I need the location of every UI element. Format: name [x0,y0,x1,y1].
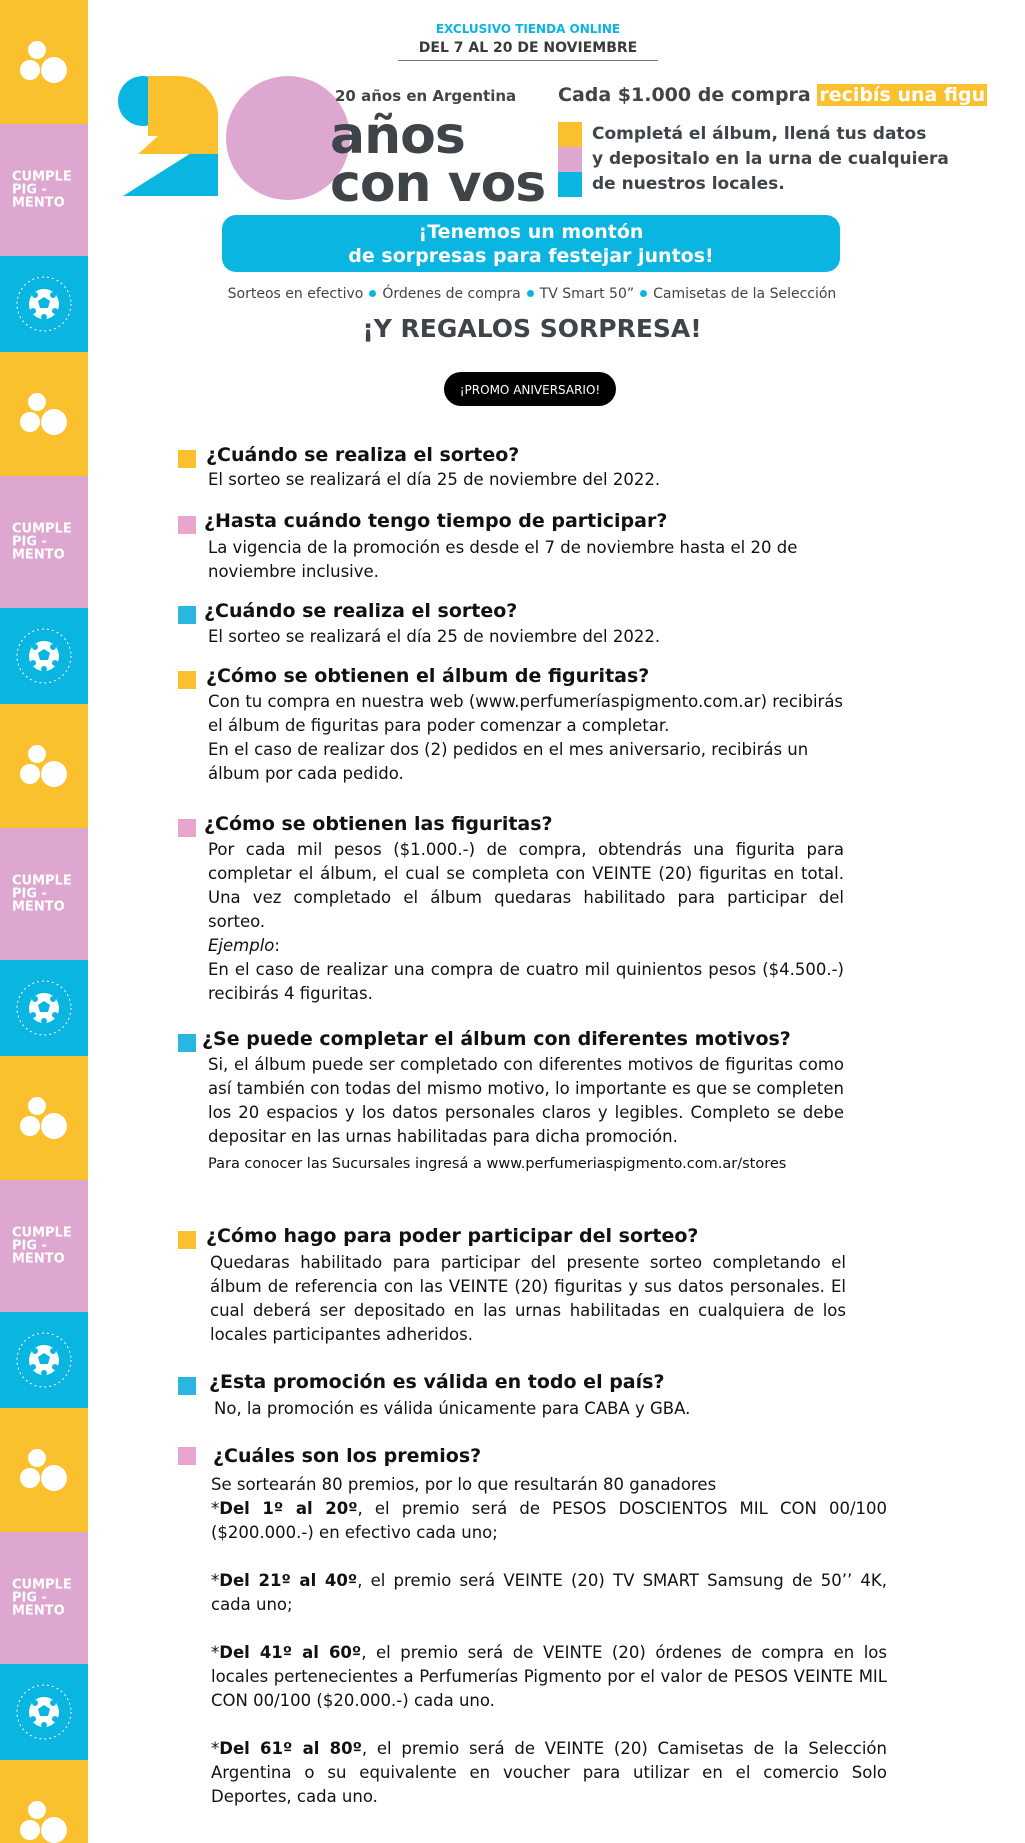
pink-square-icon [558,147,582,172]
prize-tier-text: , el premio será de VEINTE (20) órdenes de compra en los locales pertenecientes a Perfumerías Pigmento por el valor de PESOS VEINTE MIL CON 00/100 ($20.000.-) cada uno. [211,1643,887,1710]
blue-square-icon [178,1034,196,1052]
faq-answer [208,838,844,1006]
faq-answer [211,1473,887,1809]
faq-question: ¿Cómo hago para poder participar del sorteo? [206,1225,699,1247]
logo-title [330,106,546,214]
faq-answer-paragraph: Con tu compra en nuestra web (www.perfumeríaspigmento.com.ar) recibirás el álbum de figuritas para poder comenzar a completar. [208,692,844,735]
blue-square-icon [558,172,582,197]
prize-tier-text: , el premio será de PESOS DOSCIENTOS MIL CON 00/100 ($200.000.-) en efectivo cada uno; [211,1499,887,1542]
faq-question: ¿Cuándo se realiza el sorteo? [206,444,520,466]
purchase-rule-text: Cada $1.000 de compra [558,84,811,106]
prizes-intro: Se sortearán 80 premios, por lo que resultarán 80 ganadores [211,1475,717,1494]
prize-tier [211,1569,887,1617]
cumple-pigmento-text [12,1579,72,1618]
bubbles-icon [19,1448,69,1492]
tile-text-line: MENTO [12,899,65,915]
prize-item: Camisetas de la Selección [653,286,837,302]
promo-dates: DEL 7 AL 20 DE NOVIEMBRE [398,40,658,61]
purchase-rule [558,84,987,106]
soccer-ball-tile [0,608,88,704]
bullet-dot-icon [527,290,534,297]
faq-question: ¿Hasta cuándo tengo tiempo de participar? [204,510,668,532]
faq-answer [208,1053,844,1176]
example-label [208,934,844,958]
faq-answer [208,690,844,786]
yellow-square-icon [178,450,196,468]
cumple-pigmento-text [12,875,72,914]
purchase-rule-highlight: recibís una figu [819,84,986,106]
soccer-ball-icon [13,273,75,335]
tile-text-line: PIG - [12,534,47,550]
pink-square-icon [178,819,196,837]
yellow-square-icon [558,122,582,147]
bubbles-icon [19,392,69,436]
banner-line1: ¡Tenemos un montón [418,221,644,243]
tile-text-line: MENTO [12,195,65,211]
cumple-pigmento-tile [0,476,88,608]
bubbles-icon [19,40,69,84]
faq-question: ¿Cuándo se realiza el sorteo? [204,600,518,622]
tile-text-line: PIG - [12,1590,47,1606]
faq-answer: El sorteo se realizará el día 25 de noviembre del 2022. [208,470,661,489]
instructions-legend [558,122,958,197]
soccer-ball-tile [0,256,88,352]
soccer-ball-tile [0,1312,88,1408]
example-colon: : [274,936,280,955]
logo-subtitle: 20 años en Argentina [335,87,517,105]
cumple-pigmento-text [12,523,72,562]
blue-square-icon [178,1377,196,1395]
blue-square-icon [178,606,196,624]
tile-text-line: CUMPLE [12,521,72,537]
soccer-ball-icon [13,1329,75,1391]
tile-text-line: CUMPLE [12,169,72,185]
soccer-ball-icon [13,625,75,687]
logo-yellow-shape [148,76,218,136]
faq-question: ¿Cómo se obtienen las figuritas? [204,813,553,835]
cumple-pigmento-text [12,171,72,210]
faq-answer: Quedaras habilitado para participar del presente sorteo completando el álbum de referencia con las VEINTE (20) figuritas y sus datos personales. El cual deberá ser depositado en las urnas habilitadas en cualquiera de los locales participantes adheridos. [210,1253,846,1344]
cumple-pigmento-tile [0,1532,88,1664]
prize-tier-range: Del 21º al 40º [219,1571,358,1590]
legend-label: Completá el álbum, llená tus datos [592,124,927,144]
logo-title-line1: años [330,106,465,166]
prize-item: TV Smart 50” [539,286,635,302]
legend-row [558,172,958,197]
surprises-banner [222,215,840,272]
prize-item: Órdenes de compra [382,286,521,302]
bubbles-tile [0,1408,88,1532]
prize-tier-text: , el premio será VEINTE (20) TV SMART Samsung de 50’’ 4K, cada uno; [211,1571,887,1614]
bubbles-tile [0,1760,88,1843]
bubbles-tile [0,1056,88,1180]
yellow-square-icon [178,1231,196,1249]
faq-answer-paragraph: Por cada mil pesos ($1.000.-) de compra, obtendrás una figurita para completar el álbum, el cual se completa con VEINTE (20) figuritas en total. Una vez completado el álbum quedaras habilitado para participar del sorteo. [208,840,844,931]
tile-text-line: PIG - [12,1238,47,1254]
legend-row [558,147,958,172]
legend-row [558,122,958,147]
faq-question: ¿Cuáles son los premios? [213,1445,482,1467]
decorative-side-strip [0,0,88,1843]
example-word: Ejemplo [208,936,275,955]
tile-text-line: PIG - [12,886,47,902]
faq-question: ¿Esta promoción es válida en todo el país? [209,1371,665,1393]
tile-text-line: PIG - [12,182,47,198]
asterisk: * [211,1643,220,1662]
bubbles-icon [19,1800,69,1843]
surprise-gifts-heading: ¡Y REGALOS SORPRESA! [362,314,702,343]
prize-tier [211,1737,887,1809]
pink-square-icon [178,516,196,534]
faq-answer-paragraph: En el caso de realizar dos (2) pedidos en el mes aniversario, recibirás un álbum por cada pedido. [208,740,809,783]
tile-text-line: MENTO [12,547,65,563]
prize-tier-range: Del 41º al 60º [219,1643,362,1662]
faq-answer-paragraph: En el caso de realizar una compra de cuatro mil quinientos pesos ($4.500.-) recibirás 4 figuritas. [208,960,844,1003]
promo-anniversary-button[interactable]: ¡PROMO ANIVERSARIO! [444,372,616,406]
faq-question: ¿Cómo se obtienen el álbum de figuritas? [206,665,650,687]
logo-title-line2: con vos [330,154,546,214]
legend-label: y depositalo en la urna de cualquiera [592,149,949,169]
bullet-dot-icon [640,290,647,297]
tile-text-line: MENTO [12,1251,65,1267]
tile-text-line: CUMPLE [12,873,72,889]
cumple-pigmento-text [12,1227,72,1266]
yellow-square-icon [178,671,196,689]
tile-text-line: CUMPLE [12,1225,72,1241]
bubbles-tile [0,704,88,828]
prize-tier [211,1497,887,1545]
faq-answer-paragraph: Si, el álbum puede ser completado con diferentes motivos de figuritas como así también con todas del mismo motivo, lo importante es que se completen los 20 espacios y los datos personales claros y legibles. Completo se debe depositar en las urnas habilitadas para dicha promoción. [208,1055,844,1146]
prize-item: Sorteos en efectivo [227,286,364,302]
cumple-pigmento-tile [0,124,88,256]
cumple-pigmento-tile [0,1180,88,1312]
banner-line2: de sorpresas para festejar juntos! [348,245,714,267]
legend-label: de nuestros locales. [592,174,785,194]
prize-tier [211,1641,887,1713]
asterisk: * [211,1571,220,1590]
soccer-ball-icon [13,1681,75,1743]
tile-text-line: MENTO [12,1603,65,1619]
bubbles-tile [0,0,88,124]
bubbles-tile [0,352,88,476]
bubbles-icon [19,744,69,788]
soccer-ball-icon [13,977,75,1039]
pink-square-icon [178,1447,196,1465]
bubbles-icon [19,1096,69,1140]
faq-answer: No, la promoción es válida únicamente para CABA y GBA. [214,1399,691,1418]
prizes-summary [222,286,842,302]
faq-answer: La vigencia de la promoción es desde el 7 de noviembre hasta el 20 de noviembre inclusive. [208,538,798,581]
soccer-ball-tile [0,960,88,1056]
faq-answer: El sorteo se realizará el día 25 de noviembre del 2022. [208,627,661,646]
faq-question: ¿Se puede completar el álbum con diferentes motivos? [202,1028,791,1050]
cumple-pigmento-tile [0,828,88,960]
asterisk: * [211,1499,220,1518]
prize-tier-range: Del 61º al 80º [219,1739,362,1758]
prize-tier-range: Del 1º al 20º [219,1499,358,1518]
stores-link-text: Para conocer las Sucursales ingresá a www.perfumeriaspigmento.com.ar/stores [208,1156,787,1172]
bullet-dot-icon [369,290,376,297]
asterisk: * [211,1739,220,1758]
exclusive-label: EXCLUSIVO TIENDA ONLINE [435,22,621,36]
tile-text-line: CUMPLE [12,1577,72,1593]
prize-tier-text: , el premio será de VEINTE (20) Camisetas de la Selección Argentina o su equivalente en voucher para utilizar en el comercio Solo Deportes, cada uno. [211,1739,887,1806]
soccer-ball-tile [0,1664,88,1760]
